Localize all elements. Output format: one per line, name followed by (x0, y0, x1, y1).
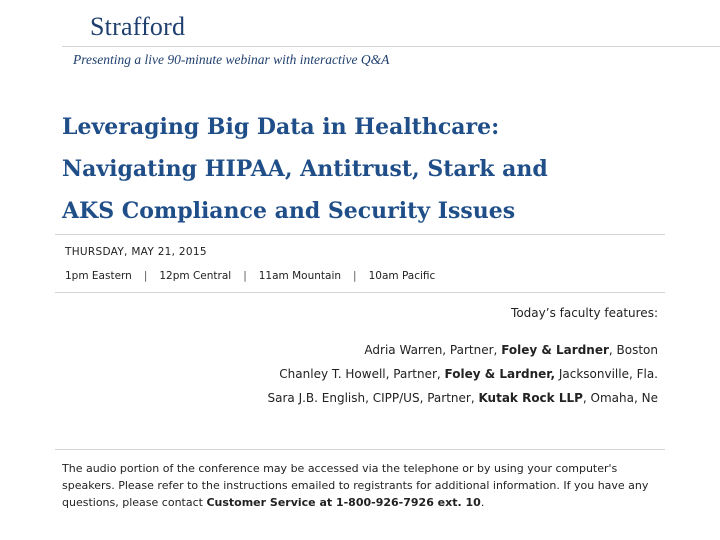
title-line-1: Leveraging Big Data in Healthcare: (62, 114, 500, 140)
customer-service-contact: Customer Service at 1-800-926-7926 ext. 10 (206, 496, 481, 509)
strafford-logo: Strafford (90, 12, 186, 41)
webinar-tagline: Presenting a live 90-minute webinar with interactive Q&A (73, 52, 390, 67)
faculty-name: Adria Warren, Partner, (364, 343, 502, 357)
audio-notice (62, 460, 662, 511)
schedule-divider (55, 292, 665, 293)
webinar-times (65, 270, 435, 282)
webinar-title (62, 106, 662, 232)
faculty-heading: Today’s faculty features: (511, 306, 658, 320)
title-line-3: AKS Compliance and Security Issues (62, 198, 516, 224)
faculty-location: , Omaha, Ne (582, 391, 658, 405)
audio-notice-text: The audio portion of the conference may be accessed via the telephone or by using your computer's speakers. Please refer to the instructions emailed to registrants for additional information. If you have any questions, please contact (62, 462, 649, 509)
faculty-name: Chanley T. Howell, Partner, (279, 367, 445, 381)
time-separator: | (143, 270, 148, 282)
faculty-member (268, 338, 659, 362)
audio-notice-end: . (480, 496, 485, 509)
webinar-date: THURSDAY, MAY 21, 2015 (65, 246, 207, 258)
header-divider (62, 46, 720, 47)
faculty-firm: Foley & Lardner (501, 343, 609, 357)
time-separator: | (243, 270, 247, 282)
faculty-name: Sara J.B. English, CIPP/US, Partner, (267, 391, 479, 405)
time-mountain: 11am Mountain (258, 270, 342, 282)
time-eastern: 1pm Eastern (65, 270, 132, 282)
faculty-member (268, 386, 659, 410)
title-line-2: Navigating HIPAA, Antitrust, Stark and (62, 156, 548, 182)
faculty-section (268, 306, 659, 410)
faculty-firm: Kutak Rock LLP (478, 391, 583, 405)
faculty-member (268, 362, 659, 386)
time-pacific: 10am Pacific (368, 270, 436, 282)
faculty-divider (55, 449, 665, 450)
time-separator: | (353, 270, 357, 282)
faculty-firm: Foley & Lardner, (444, 367, 556, 381)
faculty-location: Jacksonville, Fla. (555, 367, 658, 381)
faculty-location: , Boston (608, 343, 658, 357)
title-divider (55, 234, 665, 235)
time-central: 12pm Central (159, 270, 232, 282)
